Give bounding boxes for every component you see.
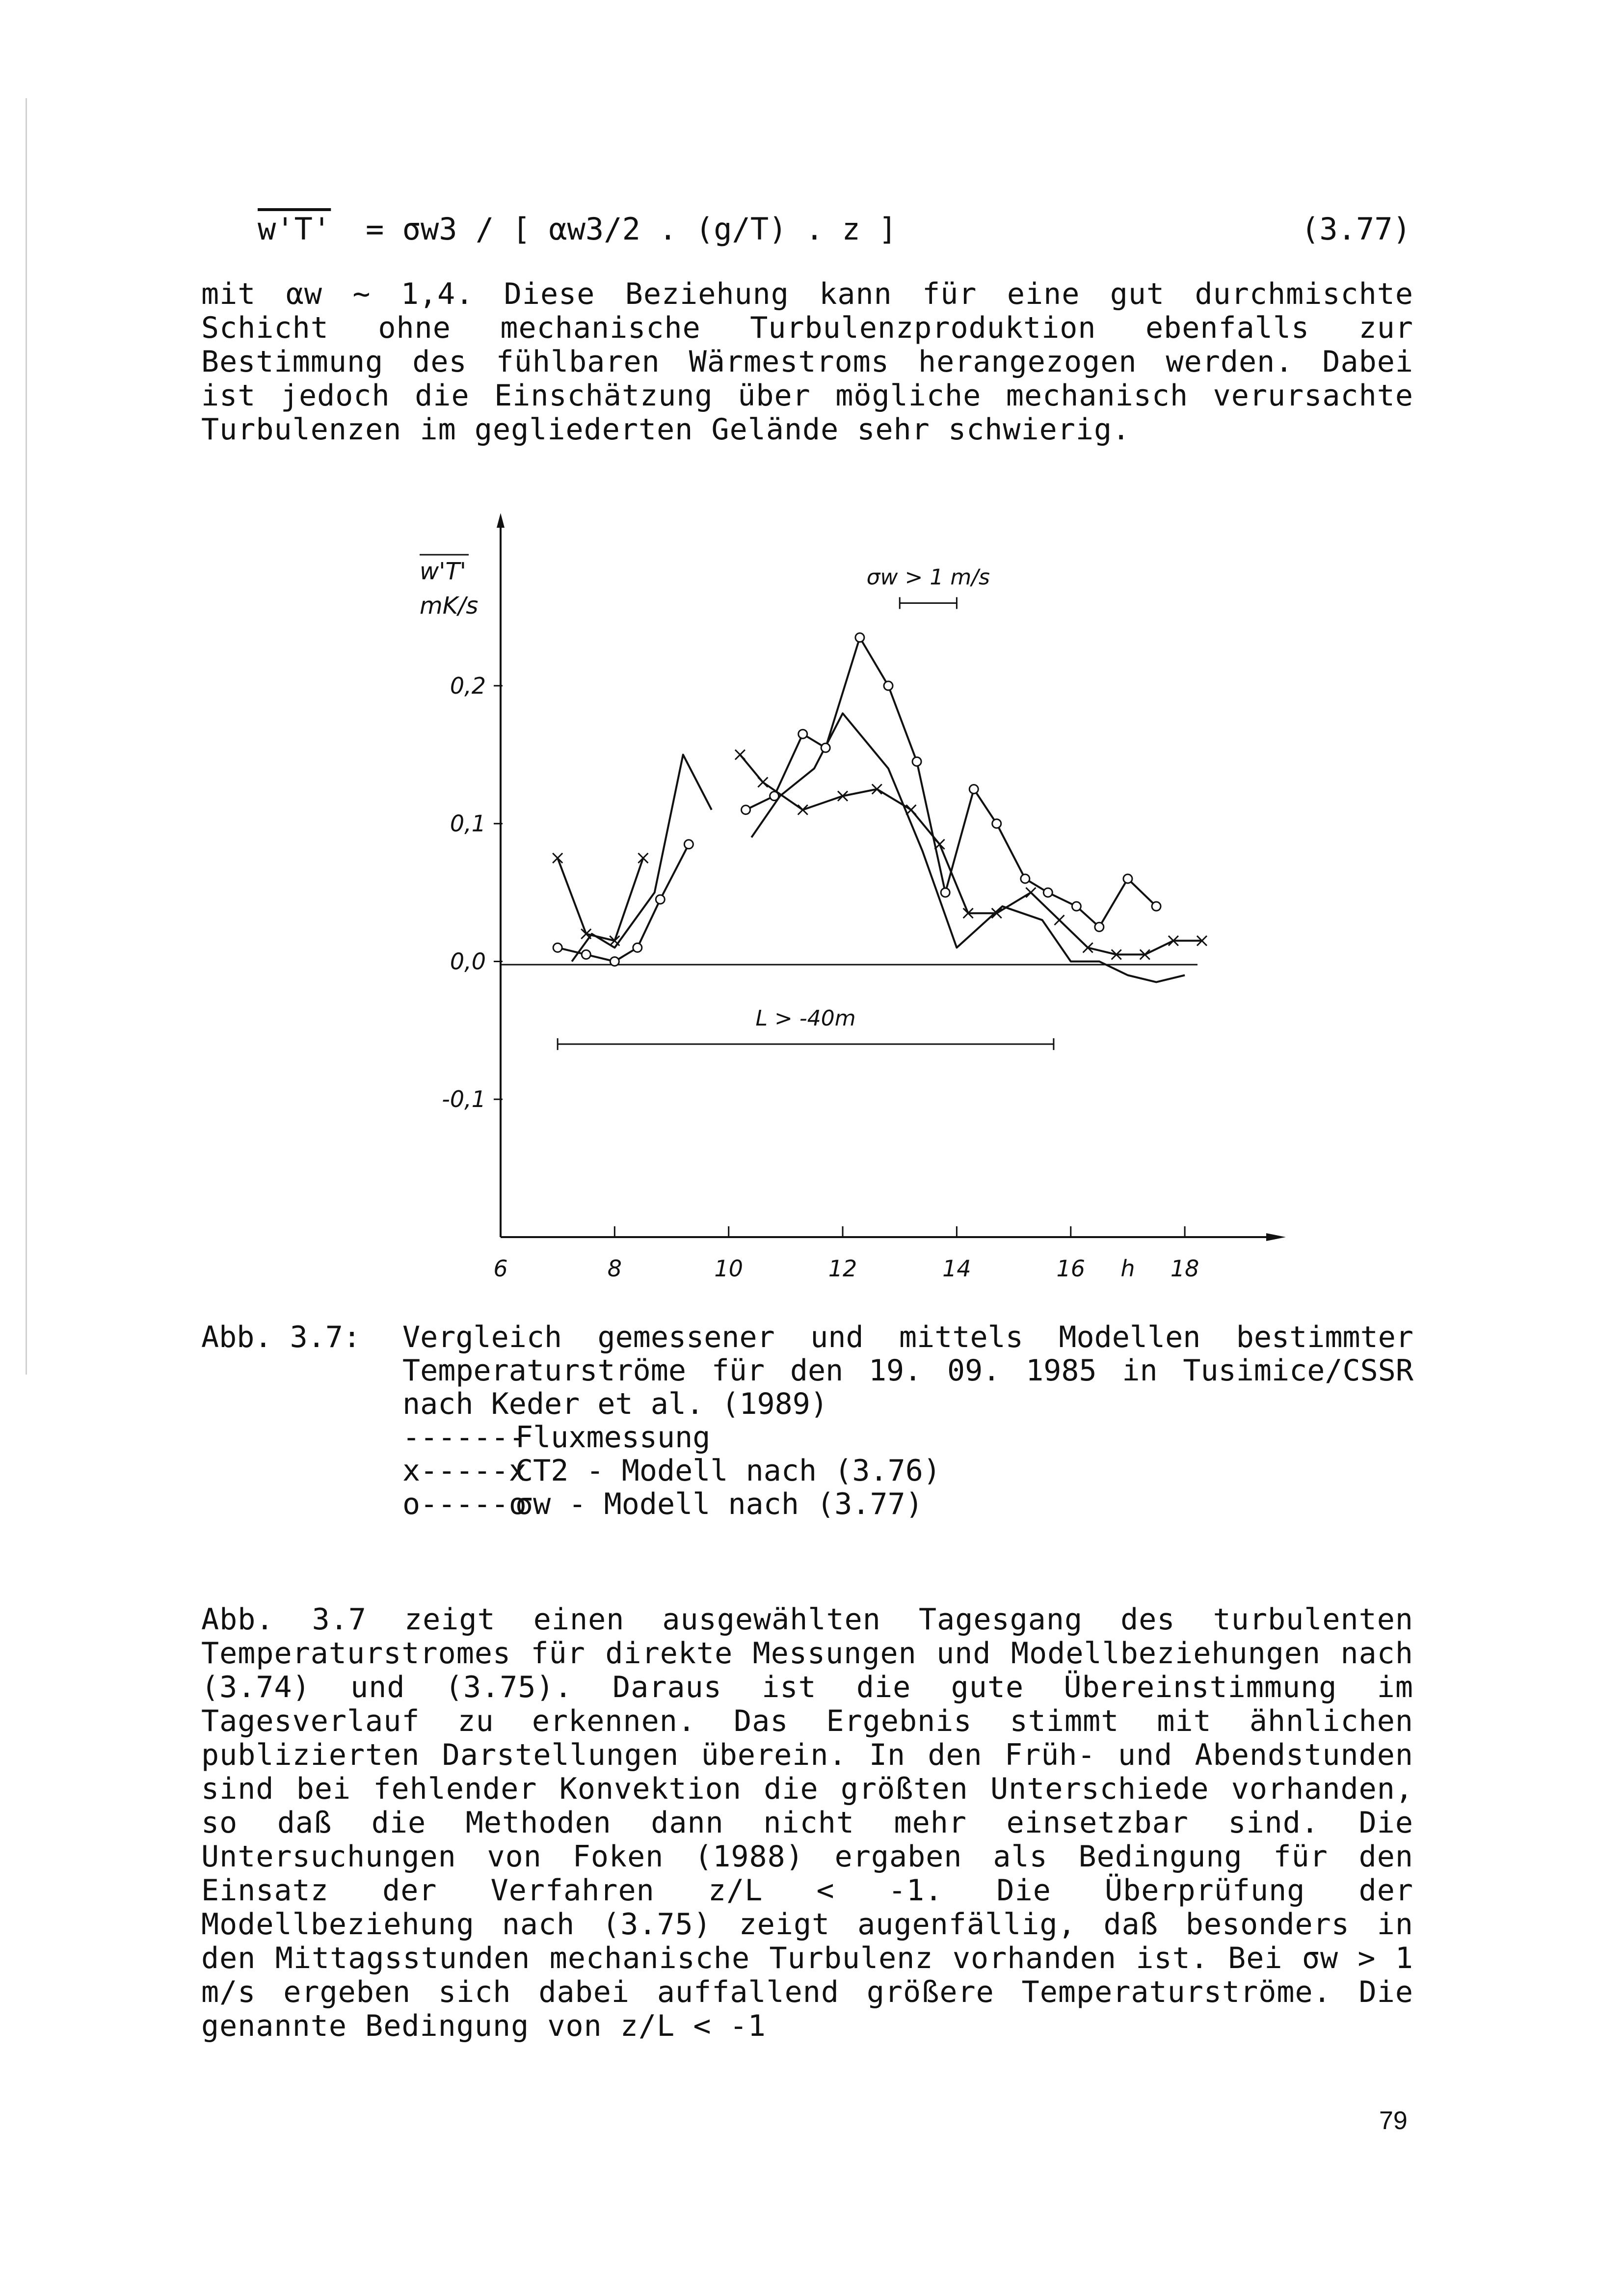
data-point-circle xyxy=(553,943,562,952)
data-point-circle xyxy=(633,943,642,952)
data-point-circle xyxy=(684,840,693,849)
legend-symbol: o-----o xyxy=(402,1487,527,1521)
y-tick-label: 0,0 xyxy=(450,948,486,975)
annotation-label: L > -40m xyxy=(755,1005,856,1031)
series-line-x xyxy=(558,858,643,941)
series-line-x xyxy=(740,755,1202,954)
data-point-circle xyxy=(1123,874,1132,883)
data-point-circle xyxy=(821,743,830,752)
x-tick-label: 8 xyxy=(607,1255,622,1282)
data-point-circle xyxy=(969,785,978,794)
x-ticks xyxy=(493,1226,1199,1282)
legend-text: Fluxmessung xyxy=(515,1420,711,1455)
paragraph-discussion xyxy=(201,1603,1413,2043)
x-tick-label: 10 xyxy=(714,1255,743,1282)
chart-axes xyxy=(497,513,1286,1241)
legend-row-sigma xyxy=(402,1487,1413,1521)
y-axis-label-line2: mK/s xyxy=(420,592,479,620)
y-tick-label: 0,1 xyxy=(450,810,486,837)
caption-label: Abb. 3.7: xyxy=(201,1320,361,1354)
x-tick-label: 14 xyxy=(942,1255,971,1282)
data-point-circle xyxy=(770,792,779,801)
legend-row-ct xyxy=(402,1454,1413,1487)
data-point-circle xyxy=(742,806,750,814)
y-tick-label: 0,2 xyxy=(450,672,486,699)
paragraph-discussion-text: Abb. 3.7 zeigt einen ausgewählten Tagesgang des turbulenten Temperaturstromes für direkte Messungen und Modellbeziehungen nach (3.74) und (3.75). Daraus ist die gute Übereinstimmung im Tagesverlauf zu erkennen. Das Ergebnis stimmt mit ähnlichen publizierten Darstellungen überein. In den Früh- und Abendstunden sind bei fehlender Konvektion die größten Unterschiede vorhanden, so daß die Methoden dann nicht mehr einsetzbar sind. Die Untersuchungen von Foken (1988) ergaben als Bedingung für den Einsatz der Verfahren z/L < -1. Die Überprüfung der Modellbeziehung nach (3.75) zeigt augenfällig, daß besonders in den Mittagsstunden mechanische Turbulenz vorhanden ist. Bei σw > 1 m/s ergeben sich dabei auffallend größere Temperaturströme. Die genannte Bedingung von z/L < -1 xyxy=(201,1602,1413,2043)
data-point-circle xyxy=(1152,902,1161,911)
x-axis-unit-label: h xyxy=(1120,1255,1135,1282)
paragraph-intro-text: mit αw ~ 1,4. Diese Beziehung kann für eine gut durchmischte Schicht ohne mechanische Turbulenzproduktion ebenfalls zur Bestimmung des fühlbaren Wärmestroms herangezogen werden. Dabei ist jedoch die Einschätzung über mögliche mechanisch verursachte Turbulenzen im gegliederten Gelände sehr schwierig. xyxy=(201,277,1413,447)
paragraph-intro xyxy=(201,277,1413,447)
x-tick-label: 12 xyxy=(828,1255,857,1282)
x-tick-label: 16 xyxy=(1056,1255,1086,1282)
equation-number: (3.77) xyxy=(1301,211,1411,247)
data-point-circle xyxy=(656,895,665,904)
data-point-cross xyxy=(553,853,562,863)
y-tick-label: -0,1 xyxy=(442,1086,486,1113)
y-axis-label-line1: w'T' xyxy=(420,558,466,585)
page-number: 79 xyxy=(1379,2107,1408,2135)
chart-series xyxy=(553,633,1207,982)
data-point-cross xyxy=(906,805,916,815)
data-point-circle xyxy=(610,957,619,966)
data-point-cross xyxy=(1055,915,1064,925)
y-axis-arrow-icon xyxy=(497,513,505,528)
flux-comparison-chart xyxy=(402,506,1296,1301)
data-point-circle xyxy=(1043,888,1052,897)
legend-text: σw - Modell nach (3.77) xyxy=(515,1487,923,1521)
series-line-none xyxy=(572,755,712,961)
equation-lhs: w'T' xyxy=(258,211,331,247)
series-line-o xyxy=(746,638,1156,927)
data-point-cross xyxy=(735,750,745,759)
x-tick-label: 6 xyxy=(493,1255,508,1282)
data-point-cross xyxy=(1026,888,1036,897)
data-point-circle xyxy=(1021,874,1030,883)
scan-margin-line xyxy=(26,98,27,1375)
data-point-cross xyxy=(758,777,768,787)
caption-text: Vergleich gemessener und mittels Modellen bestimmter Temperaturströme für den 19. 09. 1985 in Tusimice/CSSR nach Keder et al. (1989) xyxy=(402,1320,1413,1421)
data-point-circle xyxy=(582,950,590,959)
x-axis-arrow-icon xyxy=(1266,1233,1286,1241)
y-ticks xyxy=(442,673,503,1112)
legend-row-flux xyxy=(402,1421,1413,1454)
series-line-o xyxy=(558,844,689,962)
data-point-circle xyxy=(798,729,807,738)
data-point-circle xyxy=(1072,902,1081,911)
data-point-cross xyxy=(638,853,648,863)
data-point-circle xyxy=(884,681,893,690)
data-point-circle xyxy=(941,888,950,897)
equation-3-77 xyxy=(258,201,1411,255)
series-line-none xyxy=(751,713,1185,982)
data-point-circle xyxy=(992,819,1001,828)
figure-caption xyxy=(201,1321,1413,1521)
legend-text: CT2 - Modell nach (3.76) xyxy=(515,1454,941,1488)
equation-rhs: = σw3 / [ αw3/2 . (g/T) . z ] xyxy=(366,211,897,247)
data-point-circle xyxy=(912,757,921,766)
data-point-cross xyxy=(798,805,808,815)
legend-symbol: x-----x xyxy=(402,1454,527,1488)
legend-symbol: ------- xyxy=(402,1420,527,1455)
annotation-label: σw > 1 m/s xyxy=(866,565,990,590)
x-tick-label: 18 xyxy=(1170,1255,1199,1282)
data-point-circle xyxy=(1095,922,1104,931)
data-point-circle xyxy=(855,633,864,642)
